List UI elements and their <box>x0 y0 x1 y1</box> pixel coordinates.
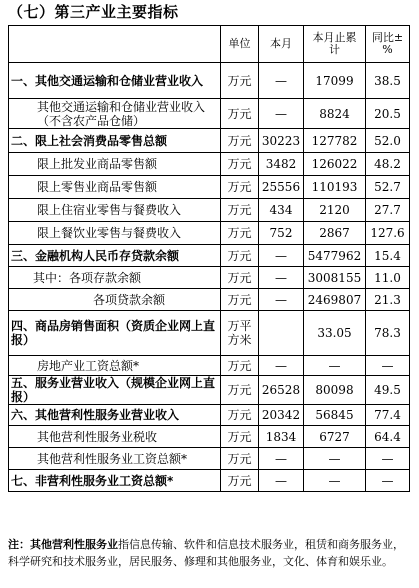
table-row <box>9 470 410 492</box>
row-label: 三、金融机构人民币存贷款余额 <box>9 245 221 267</box>
table-row <box>9 176 410 199</box>
row-unit: 万元 <box>221 376 259 405</box>
footnote-text: 指信息传输、软件和信息技术服务业，租赁和商务服务业，科学研究和技术服务业，居民服务、修理和其他服务业，文化、体育和娱乐业。 <box>8 538 404 568</box>
row-month-value: 26528 <box>259 376 304 405</box>
row-cumulative-value: 5477962 <box>304 245 366 267</box>
row-month-value: — <box>259 63 304 99</box>
row-cumulative-value: 126022 <box>304 153 366 176</box>
row-unit: 万元 <box>221 245 259 267</box>
row-yoy-value: 77.4 <box>366 405 410 426</box>
row-yoy-value: 78.3 <box>366 311 410 356</box>
table-row <box>9 267 410 289</box>
row-label: 五、服务业营业收入（规模企业网上直报） <box>9 376 221 405</box>
row-month-value: 1834 <box>259 426 304 448</box>
row-cumulative-value: 2867 <box>304 222 366 245</box>
row-label: 其中：各项存款余额 <box>9 267 221 289</box>
table-row <box>9 426 410 448</box>
row-month-value: 752 <box>259 222 304 245</box>
row-label: 一、其他交通运输和仓储业营业收入 <box>9 63 221 99</box>
row-cumulative-value: 110193 <box>304 176 366 199</box>
row-month-value: 30223 <box>259 129 304 153</box>
row-cumulative-value: 56845 <box>304 405 366 426</box>
row-cumulative-value: 2469807 <box>304 289 366 311</box>
row-month-value: 3482 <box>259 153 304 176</box>
row-month-value: — <box>259 245 304 267</box>
row-month-value: 25556 <box>259 176 304 199</box>
row-yoy-value: 127.6 <box>366 222 410 245</box>
row-month-value: 434 <box>259 199 304 222</box>
row-month-value: — <box>259 267 304 289</box>
row-yoy-value: — <box>366 470 410 492</box>
row-label: 限上批发业商品零售额 <box>9 153 221 176</box>
row-label: 限上住宿业零售与餐费收入 <box>9 199 221 222</box>
row-unit: 万元 <box>221 448 259 470</box>
table-row <box>9 289 410 311</box>
table-row <box>9 99 410 129</box>
row-cumulative-value: — <box>304 356 366 376</box>
row-unit: 万元 <box>221 153 259 176</box>
row-cumulative-value: 6727 <box>304 426 366 448</box>
row-label: 房地产业工资总额* <box>9 356 221 376</box>
row-label: 各项贷款余额 <box>9 289 221 311</box>
row-cumulative-value: 80098 <box>304 376 366 405</box>
row-yoy-value: 15.4 <box>366 245 410 267</box>
row-label: 限上餐饮业零售与餐费收入 <box>9 222 221 245</box>
header-indicator <box>9 26 221 63</box>
table-row <box>9 311 410 356</box>
row-month-value: — <box>259 289 304 311</box>
row-unit: 万元 <box>221 63 259 99</box>
header-month: 本月 <box>259 26 304 63</box>
row-month-value: — <box>259 470 304 492</box>
row-yoy-value: 27.7 <box>366 199 410 222</box>
row-unit: 万元 <box>221 199 259 222</box>
row-yoy-value: 20.5 <box>366 99 410 129</box>
row-cumulative-value: 17099 <box>304 63 366 99</box>
row-cumulative-value: 2120 <box>304 199 366 222</box>
table-row <box>9 245 410 267</box>
row-label: 其他营利性服务业税收 <box>9 426 221 448</box>
table-row <box>9 129 410 153</box>
table-row <box>9 356 410 376</box>
row-unit: 万元 <box>221 129 259 153</box>
table-row <box>9 153 410 176</box>
row-label: 四、商品房销售面积（资质企业网上直报） <box>9 311 221 356</box>
row-month-value <box>259 311 304 356</box>
page-title: （七）第三产业主要指标 <box>8 3 179 21</box>
table-row <box>9 222 410 245</box>
row-label: 二、限上社会消费品零售总额 <box>9 129 221 153</box>
header-unit: 单位 <box>221 26 259 63</box>
row-month-value: — <box>259 356 304 376</box>
row-unit: 万元 <box>221 356 259 376</box>
row-cumulative-value: 127782 <box>304 129 366 153</box>
row-unit: 万元 <box>221 289 259 311</box>
row-unit: 万元 <box>221 405 259 426</box>
row-yoy-value: 48.2 <box>366 153 410 176</box>
row-cumulative-value: 8824 <box>304 99 366 129</box>
row-unit: 万元 <box>221 267 259 289</box>
table-row <box>9 448 410 470</box>
row-cumulative-value: 33.05 <box>304 311 366 356</box>
table-row <box>9 376 410 405</box>
row-month-value: — <box>259 99 304 129</box>
row-label: 七、非营利性服务业工资总额* <box>9 470 221 492</box>
table-header-row <box>9 26 410 63</box>
row-yoy-value: 21.3 <box>366 289 410 311</box>
row-unit: 万元 <box>221 470 259 492</box>
row-yoy-value: 52.0 <box>366 129 410 153</box>
footnote-prefix: 注：其他营利性服务业 <box>8 538 118 551</box>
table-row <box>9 405 410 426</box>
row-cumulative-value: — <box>304 448 366 470</box>
row-label: 限上零售业商品零售额 <box>9 176 221 199</box>
row-yoy-value: 11.0 <box>366 267 410 289</box>
row-yoy-value: — <box>366 356 410 376</box>
row-label: 六、其他营利性服务业营业收入 <box>9 405 221 426</box>
table-row <box>9 199 410 222</box>
row-yoy-value: 49.5 <box>366 376 410 405</box>
row-yoy-value: 38.5 <box>366 63 410 99</box>
row-unit: 万元 <box>221 222 259 245</box>
row-yoy-value: — <box>366 448 410 470</box>
header-cumulative: 本月止累 计 <box>304 26 366 63</box>
row-yoy-value: 64.4 <box>366 426 410 448</box>
row-label: 其他交通运输和仓储业营业收入（不含农产品仓储） <box>9 99 221 129</box>
row-unit: 万元 <box>221 176 259 199</box>
row-label: 其他营利性服务业工资总额* <box>9 448 221 470</box>
row-month-value: — <box>259 448 304 470</box>
row-unit: 万元 <box>221 426 259 448</box>
header-yoy: 同比±% <box>366 26 410 63</box>
row-cumulative-value: 3008155 <box>304 267 366 289</box>
row-yoy-value: 52.7 <box>366 176 410 199</box>
row-unit: 万元 <box>221 99 259 129</box>
row-unit: 万平方米 <box>221 311 259 356</box>
footnote <box>8 536 412 570</box>
row-month-value: 20342 <box>259 405 304 426</box>
row-cumulative-value: — <box>304 470 366 492</box>
table-row <box>9 63 410 99</box>
stats-table <box>8 25 410 492</box>
